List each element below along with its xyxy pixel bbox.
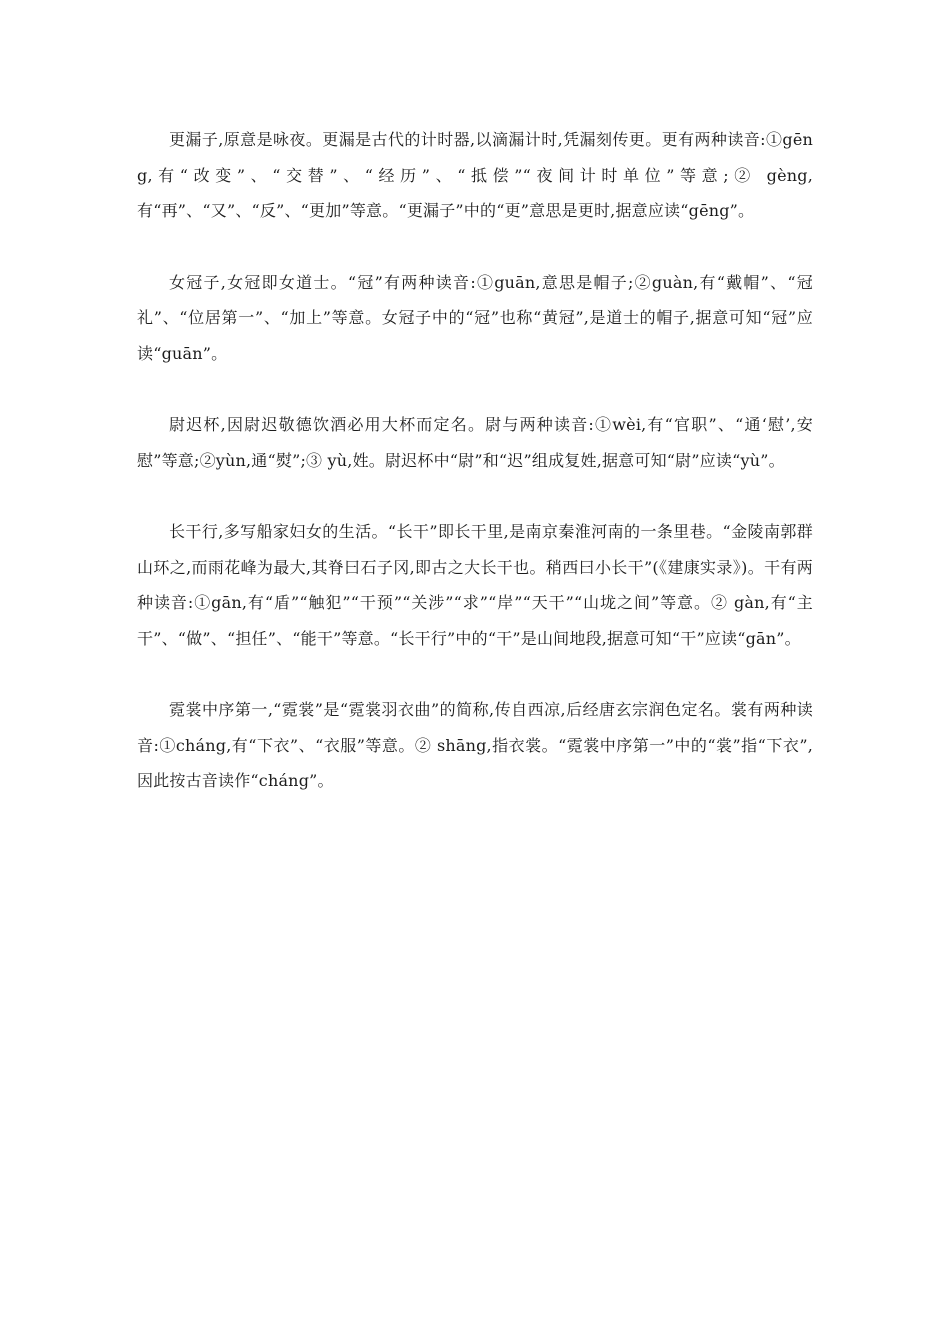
paragraph-geng-louzi: 更漏子,原意是咏夜。更漏是古代的计时器,以滴漏计时,凭漏刻传更。更有两种读音:①gēng,有“改变”、“交替”、“经历”、“抵偿”“夜间计时单位”等意;② gèng,有“再”、“又”、“反”、“更加”等意。“更漏子”中的“更”意思是更时,据意应读“gēng”。 xyxy=(137,130,813,220)
paragraph-nishang-zhongxu: 霓裳中序第一,“霓裳”是“霓裳羽衣曲”的简称,传自西凉,后经唐玄宗润色定名。裳有两种读音:①cháng,有“下衣”、“衣服”等意。② shāng,指衣裳。“霓裳中序第一”中的“裳”指“下衣”,因此按古音读作“cháng”。 xyxy=(137,700,813,790)
paragraph-changgan-xing: 长干行,多写船家妇女的生活。“长干”即长干里,是南京秦淮河南的一条里巷。“金陵南郭群山环之,而雨花峰为最大,其脊曰石子冈,即古之大长干也。稍西曰小长干”(《建康实录》)。干有两种读音:①gān,有“盾”“触犯”“干预”“关涉”“求”“岸”“天干”“山垅之间”等意。② gàn,有“主干”、“做”、“担任”、“能干”等意。“长干行”中的“干”是山间地段,据意可知“干”应读“gān”。 xyxy=(137,522,813,648)
paragraph-yuchi-bei: 尉迟杯,因尉迟敬德饮酒必用大杯而定名。尉与两种读音:①wèi,有“官职”、“通‘慰’,安慰”等意;②yùn,通“熨”;③ yù,姓。尉迟杯中“尉”和“迟”组成复姓,据意可知“尉”应读“yù”。 xyxy=(137,415,813,470)
document-body xyxy=(137,122,813,835)
paragraph-nu-guanzi: 女冠子,女冠即女道士。“冠”有两种读音:①guān,意思是帽子;②guàn,有“戴帽”、“冠礼”、“位居第一”、“加上”等意。女冠子中的“冠”也称“黄冠”,是道士的帽子,据意可知“冠”应读“guān”。 xyxy=(137,272,813,363)
